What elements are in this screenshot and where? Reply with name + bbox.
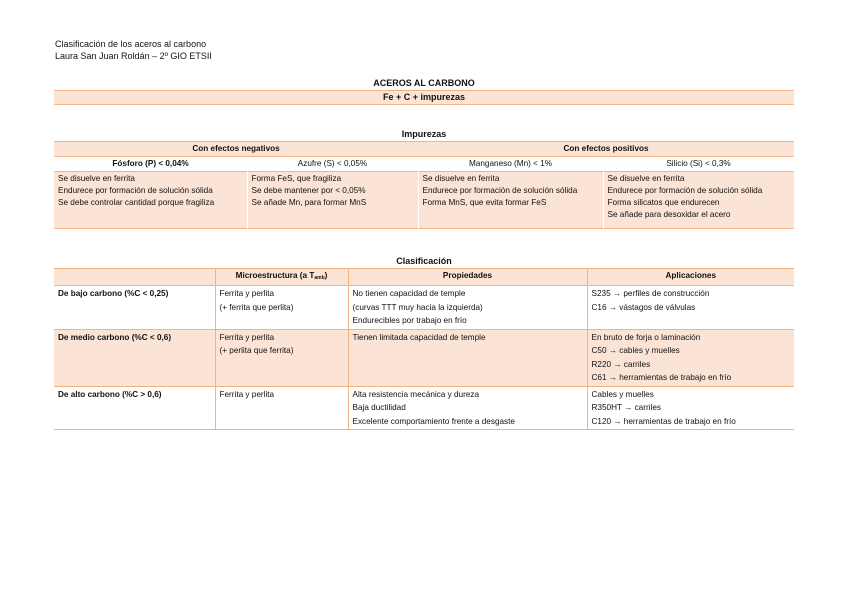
impureza-fosforo-effects xyxy=(54,172,247,229)
list-item: Se disuelve en ferrita xyxy=(422,174,500,183)
table-row xyxy=(54,286,794,330)
header-author: Laura San Juan Roldán – 2º GIO ETSII xyxy=(55,51,212,61)
impurezas-column-headers xyxy=(54,157,794,172)
impureza-silicio-effects xyxy=(603,172,794,229)
header-microestructura: Microestructura (a $T_{amb}$) xyxy=(215,269,348,286)
main-title: ACEROS AL CARBONO xyxy=(54,77,794,91)
main-subtitle: Fe + C + impurezas xyxy=(54,91,794,105)
clasificacion-title: Clasificación xyxy=(54,255,794,269)
table-row xyxy=(54,386,794,430)
row-name: De medio carbono (%C < 0,6) xyxy=(58,332,172,342)
list-item: Forma FeS, que fragiliza xyxy=(251,174,342,183)
list-item: Forma MnS, que evita formar FeS xyxy=(422,198,547,207)
row-props: No tienen capacidad de temple (curvas TTT muy hacia la izquierda) Endurecibles por trabajo en frío xyxy=(348,286,587,330)
list-item: Se debe mantener por < 0,05% xyxy=(251,186,366,195)
clasificacion-table xyxy=(54,269,794,430)
impureza-header-azufre: Azufre (S) < 0,05% xyxy=(297,159,368,168)
header-title: Clasificación de los aceros al carbono xyxy=(55,39,207,49)
list-item: Endurece por formación de solución sólida xyxy=(607,186,763,195)
list-item: Se disuelve en ferrita xyxy=(607,174,685,183)
row-micro: Ferrita y perlita (+ ferrita que perlita) xyxy=(215,286,348,330)
header-aplicaciones: Aplicaciones xyxy=(587,269,794,286)
impurezas-title: Impurezas xyxy=(54,128,794,142)
row-micro: Ferrita y perlita xyxy=(215,386,348,430)
impureza-header-fosforo: Fósforo (P) < 0,04% xyxy=(112,159,189,168)
row-props: Tienen limitada capacidad de temple xyxy=(348,329,587,386)
group-positive: Con efectos positivos xyxy=(563,144,649,153)
group-negative: Con efectos negativos xyxy=(192,144,280,153)
list-item: Endurece por formación de solución sólida xyxy=(422,186,578,195)
list-item: Se disuelve en ferrita xyxy=(58,174,135,183)
row-name: De bajo carbono (%C < 0,25) xyxy=(58,289,169,298)
row-micro: Ferrita y perlita (+ perlita que ferrita) xyxy=(215,329,348,386)
list-item: Endurece por formación de solución sólida xyxy=(58,186,213,195)
impureza-header-manganeso: Manganeso (Mn) < 1% xyxy=(468,159,553,168)
list-item: Se añade Mn, para formar MnS xyxy=(251,198,367,207)
row-name: De alto carbono (%C > 0,6) xyxy=(58,389,162,399)
main-title-block xyxy=(54,77,794,105)
impureza-azufre-effects xyxy=(247,172,418,229)
impureza-manganeso-effects xyxy=(418,172,603,229)
impurezas-table xyxy=(54,142,794,229)
clasificacion-headers xyxy=(54,269,794,286)
list-item: Se debe controlar cantidad porque fragiliza xyxy=(58,198,215,207)
impureza-header-silicio: Silicio (Si) < 0,3% xyxy=(666,159,731,168)
row-props: Alta resistencia mecánica y dureza Baja ductilidad Excelente comportamiento frente a desgaste xyxy=(348,386,587,430)
clasificacion-section xyxy=(54,255,794,430)
row-apps: En bruto de forja o laminación C50 → cables y muelles R220 → carriles C61 → herramientas de trabajo en frío xyxy=(587,329,794,386)
table-row xyxy=(54,329,794,386)
impurezas-section xyxy=(54,128,794,229)
list-item: Forma silicatos que endurecen xyxy=(607,198,720,207)
document-header xyxy=(55,38,212,62)
row-apps: Cables y muelles R350HT → carriles C120 → herramientas de trabajo en frío xyxy=(587,386,794,430)
header-propiedades: Propiedades xyxy=(348,269,587,286)
row-apps: S235 → perfiles de construcción C16 → vástagos de válvulas xyxy=(587,286,794,330)
list-item: Se añade para desoxidar el acero xyxy=(607,210,731,219)
